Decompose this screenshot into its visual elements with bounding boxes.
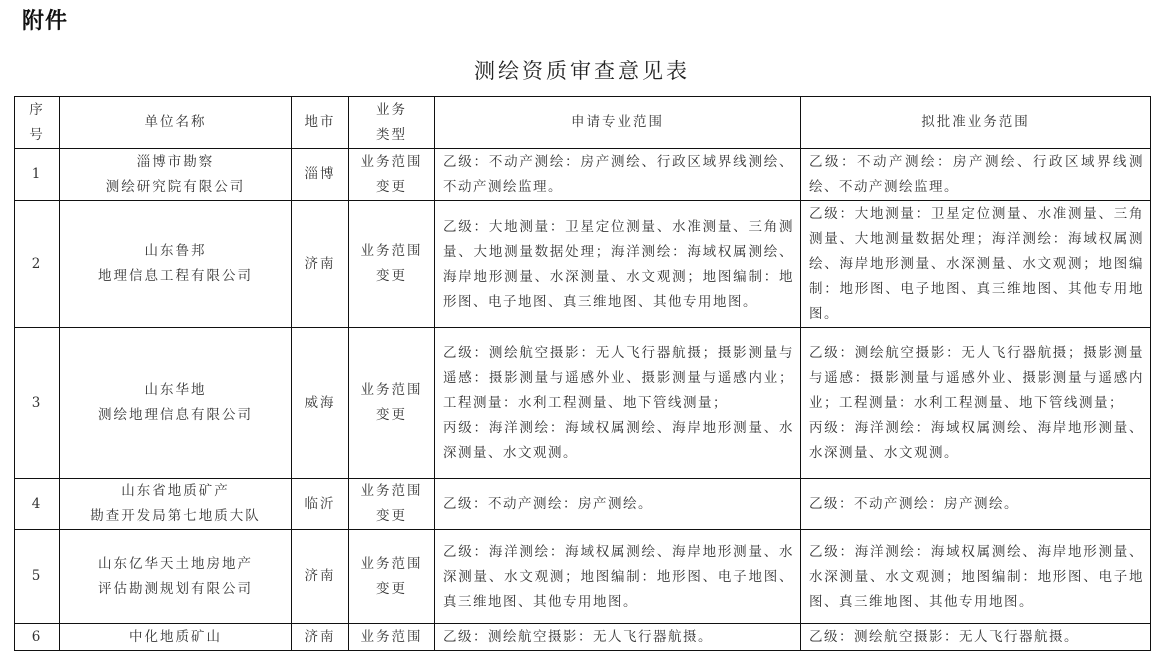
- table-row: [15, 530, 1151, 624]
- header-approved-scope: 拟批准业务范围: [801, 97, 1151, 149]
- city-cell: 济南: [292, 624, 349, 651]
- unit-name-cell: 山东省地质矿产 勘查开发局第七地质大队: [60, 479, 292, 530]
- approved-scope-cell: 乙级：测绘航空摄影：无人飞行器航摄。: [801, 624, 1151, 651]
- applied-scope-cell: 乙级：海洋测绘：海域权属测绘、海岸地形测量、水深测量、水文观测；地图编制：地形图、电子地图、真三维地图、其他专用地图。: [435, 530, 801, 624]
- table-row: [15, 479, 1151, 530]
- business-type-cell: 业务范围 变更: [349, 201, 435, 328]
- table-header-row: [15, 97, 1151, 149]
- seq-cell: 2: [15, 201, 60, 328]
- unit-name-cell: 淄博市勘察 测绘研究院有限公司: [60, 149, 292, 201]
- header-type: 业务 类型: [349, 97, 435, 149]
- document-title: 测绘资质审查意见表: [474, 59, 690, 83]
- seq-cell: 4: [15, 479, 60, 530]
- unit-name-cell: 山东鲁邦 地理信息工程有限公司: [60, 201, 292, 328]
- unit-name-cell: 山东华地 测绘地理信息有限公司: [60, 328, 292, 479]
- city-cell: 济南: [292, 201, 349, 328]
- table-row: [15, 149, 1151, 201]
- table-row: [15, 624, 1151, 651]
- applied-scope-cell: 乙级：不动产测绘：房产测绘、行政区域界线测绘、不动产测绘监理。: [435, 149, 801, 201]
- business-type-cell: 业务范围 变更: [349, 328, 435, 479]
- unit-name-cell: 中化地质矿山: [60, 624, 292, 651]
- applied-scope-cell: 乙级：测绘航空摄影：无人飞行器航摄。: [435, 624, 801, 651]
- approved-scope-cell: 乙级：海洋测绘：海域权属测绘、海岸地形测量、水深测量、水文观测；地图编制：地形图、电子地图、真三维地图、其他专用地图。: [801, 530, 1151, 624]
- approved-scope-cell: 乙级：测绘航空摄影：无人飞行器航摄；摄影测量与遥感：摄影测量与遥感外业、摄影测量与遥感内业；工程测量：水利工程测量、地下管线测量； 丙级：海洋测绘：海域权属测绘、海岸地形测量、水深测量、水文观测。: [801, 328, 1151, 479]
- header-seq: 序 号: [15, 97, 60, 149]
- table-row: [15, 201, 1151, 328]
- city-cell: 威海: [292, 328, 349, 479]
- seq-cell: 5: [15, 530, 60, 624]
- approved-scope-cell: 乙级：大地测量：卫星定位测量、水准测量、三角测量、大地测量数据处理；海洋测绘：海域权属测绘、海岸地形测量、水深测量、水文观测；地图编制：地形图、电子地图、真三维地图、其他专用地图。: [801, 201, 1151, 328]
- approved-scope-cell: 乙级：不动产测绘：房产测绘、行政区域界线测绘、不动产测绘监理。: [801, 149, 1151, 201]
- header-unit: 单位名称: [60, 97, 292, 149]
- city-cell: 济南: [292, 530, 349, 624]
- header-city: 地市: [292, 97, 349, 149]
- city-cell: 淄博: [292, 149, 349, 201]
- header-applied-scope: 申请专业范围: [435, 97, 801, 149]
- applied-scope-cell: 乙级：大地测量：卫星定位测量、水准测量、三角测量、大地测量数据处理；海洋测绘：海域权属测绘、海岸地形测量、水深测量、水文观测；地图编制：地形图、电子地图、真三维地图、其他专用地图。: [435, 201, 801, 328]
- city-cell: 临沂: [292, 479, 349, 530]
- applied-scope-cell: 乙级：测绘航空摄影：无人飞行器航摄；摄影测量与遥感：摄影测量与遥感外业、摄影测量与遥感内业；工程测量：水利工程测量、地下管线测量； 丙级：海洋测绘：海域权属测绘、海岸地形测量、水深测量、水文观测。: [435, 328, 801, 479]
- review-opinion-table: [14, 96, 1151, 651]
- applied-scope-cell: 乙级：不动产测绘：房产测绘。: [435, 479, 801, 530]
- seq-cell: 6: [15, 624, 60, 651]
- business-type-cell: 业务范围: [349, 624, 435, 651]
- unit-name-cell: 山东亿华天土地房地产 评估勘测规划有限公司: [60, 530, 292, 624]
- table-row: [15, 328, 1151, 479]
- approved-scope-cell: 乙级：不动产测绘：房产测绘。: [801, 479, 1151, 530]
- business-type-cell: 业务范围 变更: [349, 149, 435, 201]
- business-type-cell: 业务范围 变更: [349, 530, 435, 624]
- seq-cell: 1: [15, 149, 60, 201]
- attachment-label: 附件: [22, 9, 69, 34]
- seq-cell: 3: [15, 328, 60, 479]
- business-type-cell: 业务范围 变更: [349, 479, 435, 530]
